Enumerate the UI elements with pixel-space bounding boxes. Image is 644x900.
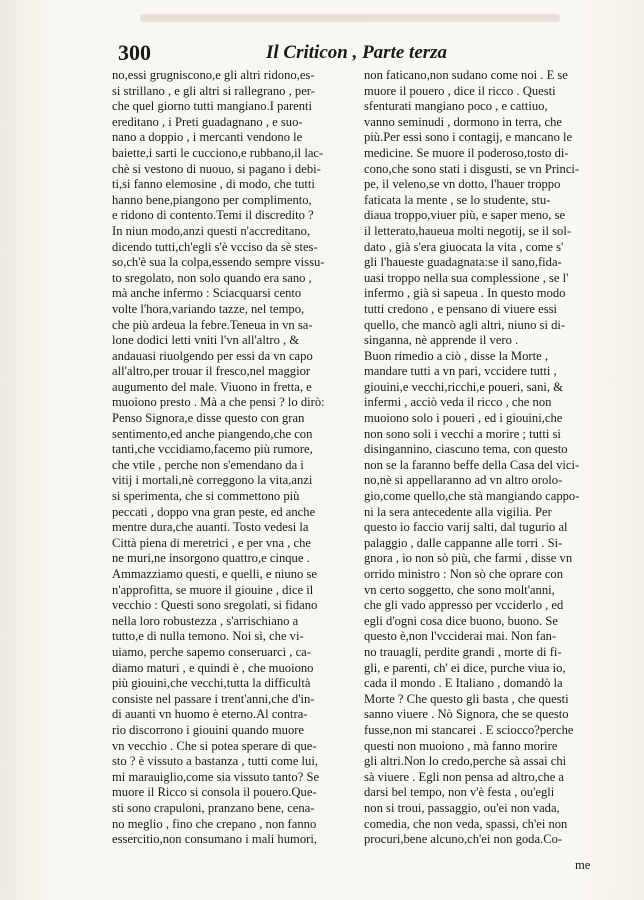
text-line: questo io faccio varij salti, dal tugurio al [364, 520, 568, 535]
text-line: diamo maturi , e quindi è , che muoiono [112, 660, 314, 675]
text-line: si strillano , e gli altri si rallegrano , per- [112, 83, 315, 98]
text-line: muore il pouero , dice il ricco . Questi [364, 83, 556, 98]
text-line: e ridono di contento.Temi il discredito ? [112, 208, 314, 223]
text-line: ereditano , i Preti guadagnano , e suo- [112, 114, 303, 129]
text-line: egli d'ogni cosa dice buono, buono. Se [364, 613, 558, 628]
text-line: mà anche infermo : Sciacquarsi cento [112, 286, 302, 301]
text-line: sfenturati mangiano poco , e cattiuo, [364, 99, 548, 114]
text-line: che vtile , perche non s'emendano da i [112, 457, 304, 472]
left-column [112, 68, 367, 848]
text-line: faticata la mente , se lo studente, stu- [364, 192, 551, 207]
text-line: hanno bene,piangono per complimento, [112, 192, 312, 207]
text-line: no,nè si appellaranno ad vn altro orolo- [364, 473, 563, 488]
text-line: non sono soli i vecchi a morire ; tutti si [364, 426, 561, 441]
text-line: che quel giorno tutti mangiano.I parenti [112, 99, 313, 114]
text-line: sà viuere . Egli non pensa ad altro,che a [364, 769, 565, 784]
text-line: non se la faranno beffe della Casa del vici- [364, 457, 580, 472]
text-line: diaua troppo,viuer più, e saper meno, se [364, 208, 566, 223]
catchword: me [575, 858, 591, 872]
page-header [118, 40, 628, 70]
text-line: orrido ministro : Non sò che oprare con [364, 567, 564, 581]
page-number: 300 [118, 40, 151, 65]
text-line: disingannino, ciascuno tema, con questo [364, 442, 568, 457]
text-line: ti,si fanno elemosine , di modo, che tutti [112, 177, 315, 192]
text-line: mentre dura,che auanti. Tosto vedesi la [112, 520, 309, 535]
text-line: infermo , già si sapeua . In questo modo [364, 286, 566, 301]
text-line: In niun modo,anzi questi n'accreditano, [112, 223, 311, 238]
text-line: gli, e parenti, ch' ei dice, purche viua io, [364, 660, 566, 675]
text-line: giouini,e vecchi,ricchi,e poueri, sani, & [364, 379, 563, 394]
text-line: il letterato,haueua molti negotij, se il sol- [364, 223, 572, 238]
text-line: palaggio , dalle cappanne alle torri . Si- [364, 535, 563, 550]
text-line: gio,come quello,che stà mangiando cappo- [364, 489, 580, 504]
text-line: ni la sera antecedente alla vigilia. Per [364, 504, 552, 519]
text-line: andauasi riuolgendo per essi da vn capo [112, 348, 313, 363]
text-line: non faticano,non sudano come noi . E se [364, 68, 568, 82]
text-line: che gli vado appresso per vcciderlo , ed [364, 598, 564, 613]
text-line: uasi troppo nella sua complessione , se l' [364, 270, 569, 285]
text-line: n'approfitta, se muore il giouine , dice il [112, 582, 314, 597]
text-line: ne muri,ne insorgono quattro,e cinque . [112, 551, 310, 566]
text-line: procuri,bene alcuno,ch'ei non goda.Co- [364, 832, 563, 847]
text-line: questi non muoiono , mà fanno morire [364, 738, 558, 753]
text-line: dato , già s'era giuocata la vita , come s' [364, 239, 564, 254]
right-column [364, 68, 619, 848]
text-line: vanno seminudi , dormono in terra, che [364, 114, 562, 129]
text-line: infermi , acciò veda il ricco , che non [364, 395, 552, 410]
text-line: fusse,non mi stancarei . E sciocco?perche [364, 722, 574, 737]
text-line: consiste nel passare i trent'anni,che d'in- [112, 691, 315, 706]
text-line: peccati , doppo vna gran peste, ed anche [112, 504, 316, 519]
text-line: vn vecchio . Che si potea sperare di que- [112, 738, 317, 753]
text-line: cono,che sono stati i disgusti, se vn Princi- [364, 161, 580, 176]
text-line: no meglio , fino che crepano , non fanno [112, 816, 317, 831]
text-line: di auanti vn huomo è eterno.Al contra- [112, 707, 308, 722]
text-line: rio discorrono i giouini quando muore [112, 722, 305, 737]
text-line: augumento del male. Viuono in fretta, e [112, 379, 312, 394]
text-line: muoiono presto . Mà a che pensi ? lo dirò: [112, 395, 325, 410]
text-line: sentimento,ed anche piangendo,che con [112, 426, 313, 441]
text-line: Città piena di meretrici , e per vna , che [112, 535, 311, 550]
text-line: cada il mondo . E Italiano , domandò la [364, 676, 563, 691]
text-line: quello, che mancò agli altri, niuno si di- [364, 317, 566, 332]
text-line: più giouini,che vecchi,tutta la difficultà [112, 676, 311, 691]
text-line: Buon rimedio a ciò , disse la Morte , [364, 348, 548, 363]
text-line: vecchio : Questi sono sregolati, si fidano [112, 598, 318, 613]
text-line: no trauagli, perdite grandi , morte di fi- [364, 644, 562, 659]
text-line: Penso Signora,e disse questo con gran [112, 411, 305, 426]
text-line: tutti credono , e pensano di viuere essi [364, 301, 558, 316]
text-line: darsi bel tempo, non v'è festa , ou'egli [364, 785, 555, 800]
text-line: to sregolato, non solo quando era sano , [112, 270, 312, 285]
text-line: baiette,i sarti le cucciono,e rubbano,il lac- [112, 145, 324, 160]
text-line: vitij i mortali,nè correggono la vita,anzi [112, 473, 313, 488]
text-line: sanno viuere . Nò Signora, che se questo [364, 707, 569, 722]
text-line: volte l'hora,variando tazze, nel tempo, [112, 301, 305, 316]
text-line: muore il Ricco si consola il pouero.Que- [112, 785, 317, 800]
text-line: muoiono solo i poueri , ed i giouini,che [364, 411, 563, 426]
text-line: Ammazziamo questi, e quelli, e niuno se [112, 567, 317, 581]
text-line: gli l'haueste guadagnata:se il sano,fida- [364, 255, 562, 270]
text-line: gnora , io non sò più, che farmi , disse vn [364, 551, 573, 566]
text-line: Morte ? Che questo gli basta , che questi [364, 691, 569, 706]
text-line: nella loro robustezza , s'arrischiano a [112, 613, 299, 628]
text-line: sti sono crapuloni, pranzano bene, cena- [112, 800, 315, 815]
text-line: dicendo tutti,ch'egli s'è vcciso da sè stes- [112, 239, 318, 254]
text-line: essercitio,non consumano i mali humori, [112, 832, 317, 847]
text-line: uiamo, perche sapemo conseruarci , ca- [112, 644, 311, 659]
text-line: mi marauiglio,come sia vissuto tanto? Se [112, 769, 320, 784]
text-line: tutto,e di nulla temono. Noi sì, che vi- [112, 629, 304, 644]
text-line: mandare tutti a vn pari, vccidere tutti , [364, 364, 557, 379]
running-title: Il Criticon , Parte terza [266, 42, 448, 63]
text-line: questo è,non l'vcciderai mai. Non fan- [364, 629, 557, 644]
text-line: all'altro,per trouar il fresco,nel maggior [112, 364, 311, 379]
text-line: che più ardeua la febre.Teneua in vn sa- [112, 317, 313, 332]
text-line: non si troui, passaggio, ou'ei non vada, [364, 800, 560, 815]
text-line: no,essi grugniscono,e gli altri ridono,es- [112, 68, 315, 82]
bleed-through-marks [140, 14, 560, 22]
text-line: lone dodici letti vniti l'vn all'altro , & [112, 333, 300, 348]
text-line: gli altri.Non lo credo,perche sà assai chi [364, 754, 567, 769]
text-line: singanna, nè apprende il vero . [364, 333, 519, 348]
text-line: pe, il veleno,se vn dotto, l'hauer troppo [364, 177, 561, 192]
text-line: si sperimenta, che si commettono più [112, 489, 300, 504]
text-line: comedia, che non veda, spassi, ch'ei non [364, 816, 568, 831]
text-line: so,ch'è sua la colpa,essendo sempre vissu- [112, 255, 325, 270]
text-line: tanti,che vccidiamo,facemo più rumore, [112, 442, 313, 457]
text-line: medicine. Se muore il poderoso,tosto di- [364, 145, 569, 160]
text-line: vn certo soggetto, che sono molt'anni, [364, 582, 555, 597]
text-line: chè si vestono di nuouo, si pagano i debi- [112, 161, 321, 176]
text-line: nano a doppio , i mercanti vendono le [112, 130, 303, 145]
text-line: più.Per essi sono i contagij, e mancano le [364, 130, 573, 145]
text-line: sto ? è vissuto a bastanza , tutti come lui, [112, 754, 319, 769]
